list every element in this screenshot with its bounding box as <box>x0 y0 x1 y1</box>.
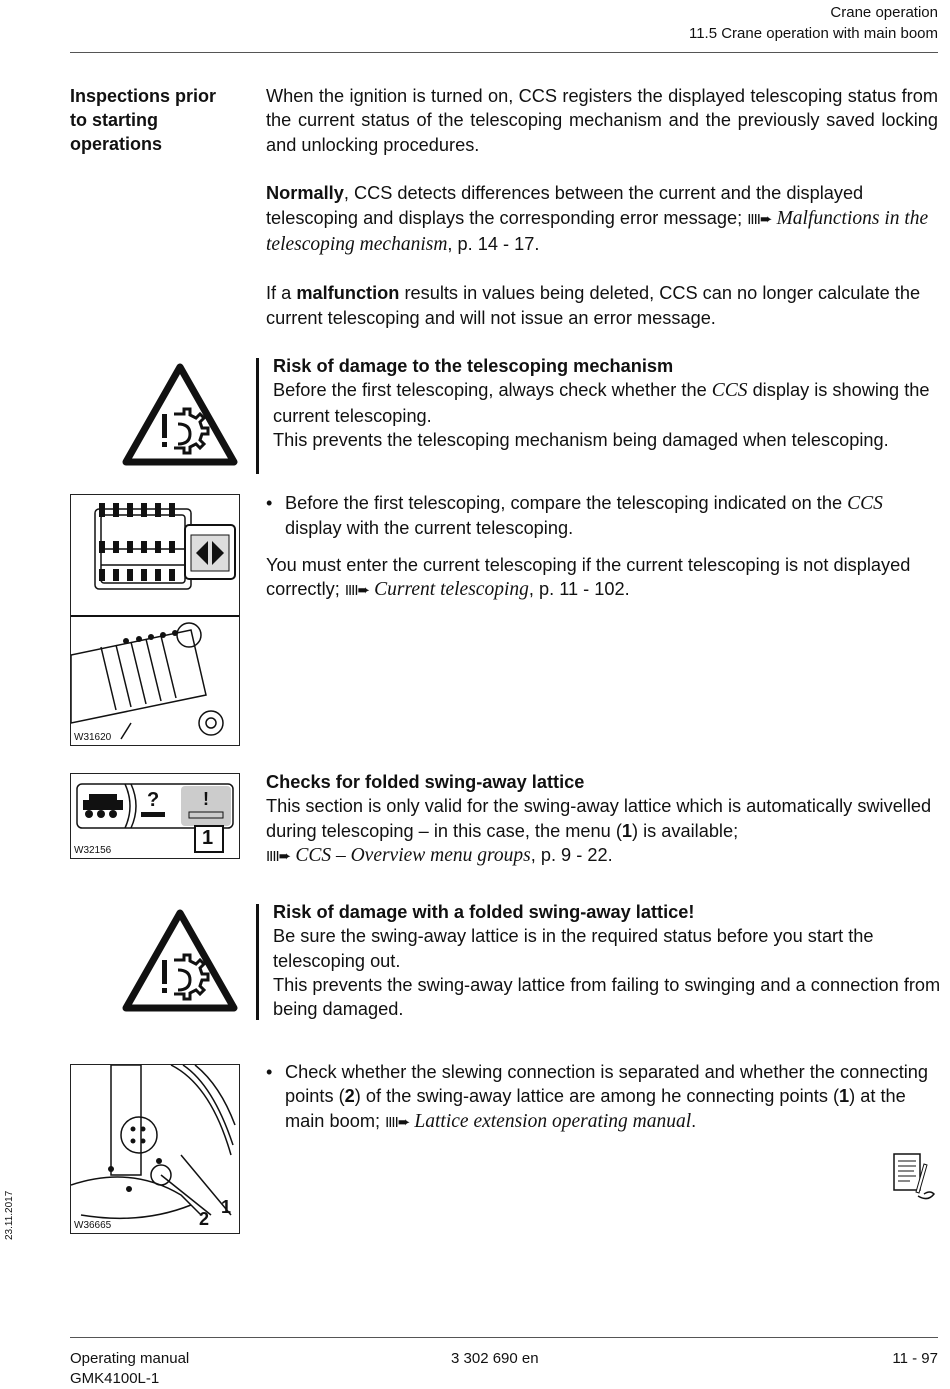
footer-rule <box>70 1337 938 1338</box>
footer-left <box>70 1349 189 1389</box>
footer-model: GMK4100L-1 <box>70 1370 160 1387</box>
bullet: • <box>266 493 273 513</box>
question-mark-icon: ? <box>147 789 160 811</box>
compare-telescoping-section <box>266 491 938 604</box>
bullet-text: display with the current telescoping. <box>285 518 574 539</box>
page-reference: , p. 14 - 17. <box>447 234 540 255</box>
bullet-text: ) at the main boom; <box>285 1086 906 1131</box>
item-number: 2 <box>344 1086 355 1107</box>
connecting-points-illustration <box>71 1065 239 1233</box>
figure-id: W36665 <box>74 1220 112 1231</box>
cross-reference-link[interactable]: CCS – Overview menu groups <box>295 845 531 867</box>
warning-title: Risk of damage to the telescoping mechanism <box>273 356 674 376</box>
list-item <box>266 491 938 541</box>
warning-text: Be sure the swing-away lattice is in the required status before you start the telescoping out. <box>273 926 874 971</box>
page-reference: , p. 11 - 102. <box>528 579 630 600</box>
intro-paragraph-1: When the ignition is turned on, CCS registers the displayed telescoping status from the current status of the telescoping mechanism and the previously saved locking and unlocking procedures. <box>266 86 938 155</box>
side-heading-line: to starting <box>70 110 158 130</box>
page-reference: , p. 9 - 22. <box>530 845 613 866</box>
side-heading <box>70 84 250 156</box>
section-paragraph <box>266 794 938 869</box>
figure-id: W32156 <box>74 845 112 856</box>
footer-doc-title: Operating manual <box>70 1350 190 1367</box>
figure-id: W31620 <box>74 732 112 743</box>
paragraph-text: results in values being deleted, CCS can no longer calculate the current telescoping and will not issue an error message. <box>266 283 921 328</box>
bullet: • <box>266 1062 273 1082</box>
bold-term: Normally <box>266 183 344 204</box>
bold-term: malfunction <box>296 283 400 304</box>
ccs-term: CCS <box>711 380 748 402</box>
warning-box-swing-away <box>273 900 941 1021</box>
warning-text-part: Before the first telescoping, always check whether the <box>273 380 712 401</box>
list-item <box>266 1060 938 1135</box>
reference-arrow-icon: IIII➨ <box>266 848 291 866</box>
warning-bar <box>256 904 259 1020</box>
cross-reference-link[interactable]: Lattice extension operating manual <box>414 1110 692 1132</box>
paragraph-text: If a <box>266 283 297 304</box>
warning-text-part: display is showing the current telescoping. <box>273 380 930 426</box>
menu-number-label: 1 <box>202 827 214 849</box>
cross-reference-link[interactable]: Current telescoping <box>374 579 529 601</box>
paragraph-text: You must enter the current telescoping if the current telescoping is not displayed correctly; <box>266 554 911 600</box>
exclamation-icon: ! <box>203 789 209 809</box>
item-number: 1 <box>839 1086 850 1107</box>
cross-reference-link[interactable]: Malfunctions in the telescoping mechanism <box>266 207 929 256</box>
warning-title: Risk of damage with a folded swing-away lattice! <box>273 902 695 922</box>
side-heading-line: operations <box>70 134 163 154</box>
side-heading-line: Inspections prior <box>70 86 217 106</box>
page-header <box>689 2 938 44</box>
header-rule <box>70 52 938 53</box>
enter-telescoping-paragraph <box>266 553 938 604</box>
bullet-text: ) of the swing-away lattice are among he connecting points ( <box>354 1086 840 1107</box>
intro-paragraph-2 <box>266 181 938 257</box>
figure-telescoping-display <box>70 494 240 746</box>
side-date: 23.11.2017 <box>4 1190 15 1240</box>
reference-arrow-icon: IIII➨ <box>747 210 772 228</box>
paragraph-text: ) is available; <box>632 820 739 841</box>
warning-triangle-icon <box>122 908 238 1012</box>
footer-page-number: 11 - 97 <box>892 1350 938 1367</box>
manual-book-icon <box>890 1152 938 1202</box>
reference-arrow-icon: IIII➨ <box>385 1113 410 1131</box>
intro-text <box>266 84 938 330</box>
folded-lattice-section <box>266 770 938 870</box>
warning-triangle-icon <box>122 362 238 466</box>
warning-box-telescoping <box>273 354 941 452</box>
paragraph-text: This section is only valid for the swing-away lattice which is automatically swivelled during telescoping – in this case, the menu ( <box>266 796 932 841</box>
footer-doc-number: 3 302 690 en <box>451 1350 539 1367</box>
paragraph-text: , CCS detects differences between the current and the displayed telescoping and displays the corresponding error message; <box>266 183 864 228</box>
figure-menu-swing-away <box>70 773 240 859</box>
warning-bar <box>256 358 259 474</box>
intro-paragraph-3 <box>266 281 938 330</box>
header-section: Crane operation <box>830 4 938 21</box>
slewing-connection-section <box>266 1060 938 1135</box>
bullet-text: Before the first telescoping, compare the telescoping indicated on the <box>285 493 848 513</box>
figure-connecting-points <box>70 1064 240 1234</box>
warning-text: This prevents the swing-away lattice from failing to swinging and a connection from being damaged. <box>273 974 941 1020</box>
callout-label-1: 1 <box>221 1197 232 1217</box>
telescoping-illustration <box>71 495 239 745</box>
bullet-text: Check whether the slewing connection is separated and whether the connecting points ( <box>285 1062 929 1107</box>
warning-text: This prevents the telescoping mechanism being damaged when telescoping. <box>273 429 889 450</box>
item-number: 1 <box>621 820 632 841</box>
callout-label-2: 2 <box>199 1209 210 1229</box>
reference-arrow-icon: IIII➨ <box>344 582 370 600</box>
section-heading: Checks for folded swing-away lattice <box>266 772 585 792</box>
ccs-term: CCS <box>847 493 883 514</box>
header-subsection: 11.5 Crane operation with main boom <box>688 25 938 42</box>
warning-text <box>273 378 941 428</box>
bullet-text: . <box>691 1110 697 1131</box>
